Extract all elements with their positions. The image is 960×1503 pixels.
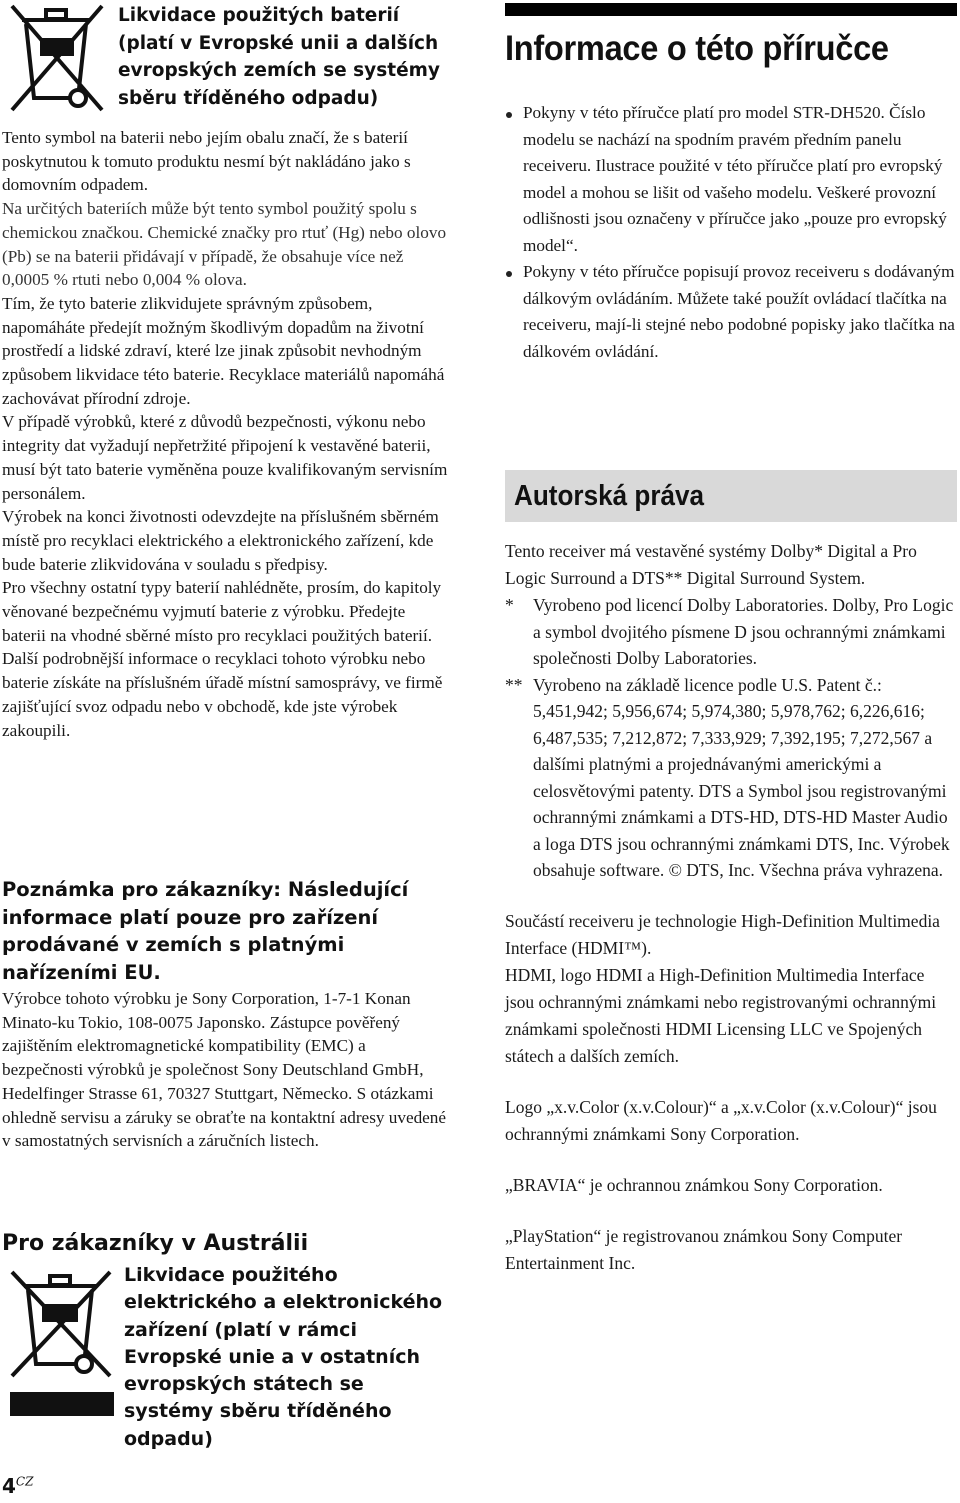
spacer <box>505 1199 957 1223</box>
page-number <box>2 1474 33 1498</box>
eu-notice-heading: Poznámka pro zákazníky: Následující informace platí pouze pro zařízení prodávané v zemích s platnými nařízeními EU. <box>2 878 409 984</box>
page-language-suffix: CZ <box>15 1474 34 1489</box>
battery-disposal-text <box>2 126 448 742</box>
spacer <box>505 1148 957 1172</box>
battery-disposal-heading: Likvidace použitých baterií (platí v Evropské unii a dalších evropských zemích se systémy sběru tříděného odpadu) <box>118 5 440 109</box>
page-title: Informace o této příručce <box>505 29 889 68</box>
trademark-xvcolor: Logo „x.v.Color (x.v.Colour)“ a „x.v.Color (x.v.Colour)“ jsou ochrannými známkami Sony Corporation. <box>505 1096 937 1144</box>
hdmi-paragraph-1: Součástí receiveru je technologie High-Definition Multimedia Interface (HDMI™). <box>505 910 940 958</box>
copyright-text <box>505 538 957 1277</box>
spacer <box>505 1070 957 1094</box>
page-number-value: 4 <box>2 1474 16 1498</box>
list-item: Pokyny v této příručce popisují provoz receiveru s dodávaným dálkovým ovládáním. Můžete také použít ovládací tlačítka na receiveru, mají-li stejné nebo podobné popisky jako tlačítka na dálkovém ovládání. <box>505 259 957 365</box>
footnote-dolby <box>505 592 957 672</box>
hdmi-paragraph-2: HDMI, logo HDMI a High-Definition Multimedia Interface jsou ochrannými známkami nebo registrovanými ochrannými známkami společnosti HDMI Licensing LLC ve Spojených státech a dalších zemích. <box>505 964 937 1066</box>
copyright-heading-box <box>505 470 957 522</box>
footnote-mark: * <box>505 595 514 615</box>
crossed-out-bin-icon <box>6 2 110 116</box>
copyright-intro: Tento receiver má vestavěné systémy Dolby* Digital a Pro Logic Surround a DTS** Digital Surround System. <box>505 541 917 588</box>
eu-notice-paragraph: Výrobce tohoto výrobku je Sony Corporation, 1-7-1 Konan Minato-ku Tokio, 108-0075 Japonsko. Zástupce pověřený zajištěním elektromagnetické kompatibility (EMC) a bezpečnosti výrobků je společnost Sony Deutschland GmbH, Hedelfinger Strasse 61, 70327 Stuttgart, Německo. S otázkami ohledně servisu a záruky se obraťte na kontaktní adresy uvedené v samostatných servisních a záručních listech. <box>2 989 447 1151</box>
trademark-playstation: „PlayStation“ je registrovanou známkou Sony Computer Entertainment Inc. <box>505 1225 903 1273</box>
battery-paragraph-6: Pro všechny ostatní typy baterií nahlédněte, prosím, do kapitoly věnované bezpečnému vyjmutí baterie z výrobku. Předejte baterii na vhodné sběrné místo pro recyklaci použitých baterií. <box>2 578 442 645</box>
list-item: Pokyny v této příručce platí pro model STR-DH520. Číslo modelu se nachází na spodním pravém předním panelu receiveru. Ilustrace použité v této příručce platí pro evropský model a mohou se lišit od vašeho modelu. Veškeré provozní odlišnosti jsou označeny v příručce jako „pouze pro evropský model“. <box>505 100 957 259</box>
spacer <box>505 884 957 908</box>
battery-paragraph-5: Výrobek na konci životnosti odevzdejte na příslušném sběrném místě pro recyklaci elektrického a elektronického zařízení, kde bude baterie zlikvidována v souladu s předpisy. <box>2 507 439 574</box>
australia-subheading: Likvidace použitého elektrického a elektronického zařízení (platí v rámci Evropské unie a v ostatních evropských státech se systémy sběru tříděného odpadu) <box>124 1264 443 1450</box>
australia-heading: Pro zákazníky v Austrálii <box>2 1231 309 1256</box>
battery-paragraph-4: V případě výrobků, které z důvodů bezpečnosti, výkonu nebo integrity dat vyžadují nepřetržité připojení k vestavěné baterii, musí být tato baterie vyměněna pouze kvalifikovaným servisním personálem. <box>2 412 448 503</box>
footnote-dts <box>505 672 957 884</box>
battery-paragraph-3: Tím, že tyto baterie zlikvidujete správným způsobem, napomáháte předejít možným škodlivým dopadům na životní prostředí a lidské zdraví, které lze jinak způsobit nevhodným způsobem likvidace této baterie. Recyklace materiálů napomáhá zachovávat přírodní zdroje. <box>2 293 445 408</box>
footnote-mark: ** <box>505 674 523 695</box>
battery-paragraph-7: Další podrobnější informace o recyklaci tohoto výrobku nebo baterie získáte na příslušném úřadě místní samosprávy, ve firmě zajišťující svoz odpadu nebo v obchodě, kde jste výrobek zakoupili. <box>2 649 443 740</box>
copyright-heading: Autorská práva <box>514 480 705 512</box>
eu-notice-text <box>2 987 448 1153</box>
trademark-bravia: „BRAVIA“ je ochrannou známkou Sony Corporation. <box>505 1174 883 1195</box>
crossed-out-bin-bar-icon <box>6 1268 118 1424</box>
footnote-text: Vyrobeno na základě licence podle U.S. Patent č.: 5,451,942; 5,956,674; 5,974,380; 5,978,762; 6,226,616; 6,487,535; 7,212,872; 7,333,929; 7,392,195; 7,272,567 a dalšími platnými a projednávanými americkými a celosvětovými patenty. DTS a Symbol jsou registrovanými ochrannými známkami a DTS-HD, DTS-HD Master Audio a loga DTS jsou ochrannými známkami DTS, Inc. Výrobek obsahuje software. © DTS, Inc. Všechna práva vyhrazena. <box>533 674 950 880</box>
footnote-text: Vyrobeno pod licencí Dolby Laboratories. Dolby, Pro Logic a symbol dvojitého písmene D jsou ochrannými známkami společnosti Dolby Laboratories. <box>533 595 954 668</box>
battery-paragraph-1: Tento symbol na baterii nebo jejím obalu značí, že s baterií poskytnutou k tomuto produktu nesmí být nakládáno jako s domovním odpadem. <box>2 128 411 195</box>
manual-info-list <box>505 100 957 365</box>
section-top-bar <box>505 3 957 16</box>
battery-paragraph-2: Na určitých bateriích může být tento symbol použitý spolu s chemickou značkou. Chemické značky pro rtuť (Hg) nebo olovo (Pb) se na baterii přidávají v případě, že obsahuje více než 0,0005 % rtuti nebo 0,004 % olova. <box>2 199 447 290</box>
